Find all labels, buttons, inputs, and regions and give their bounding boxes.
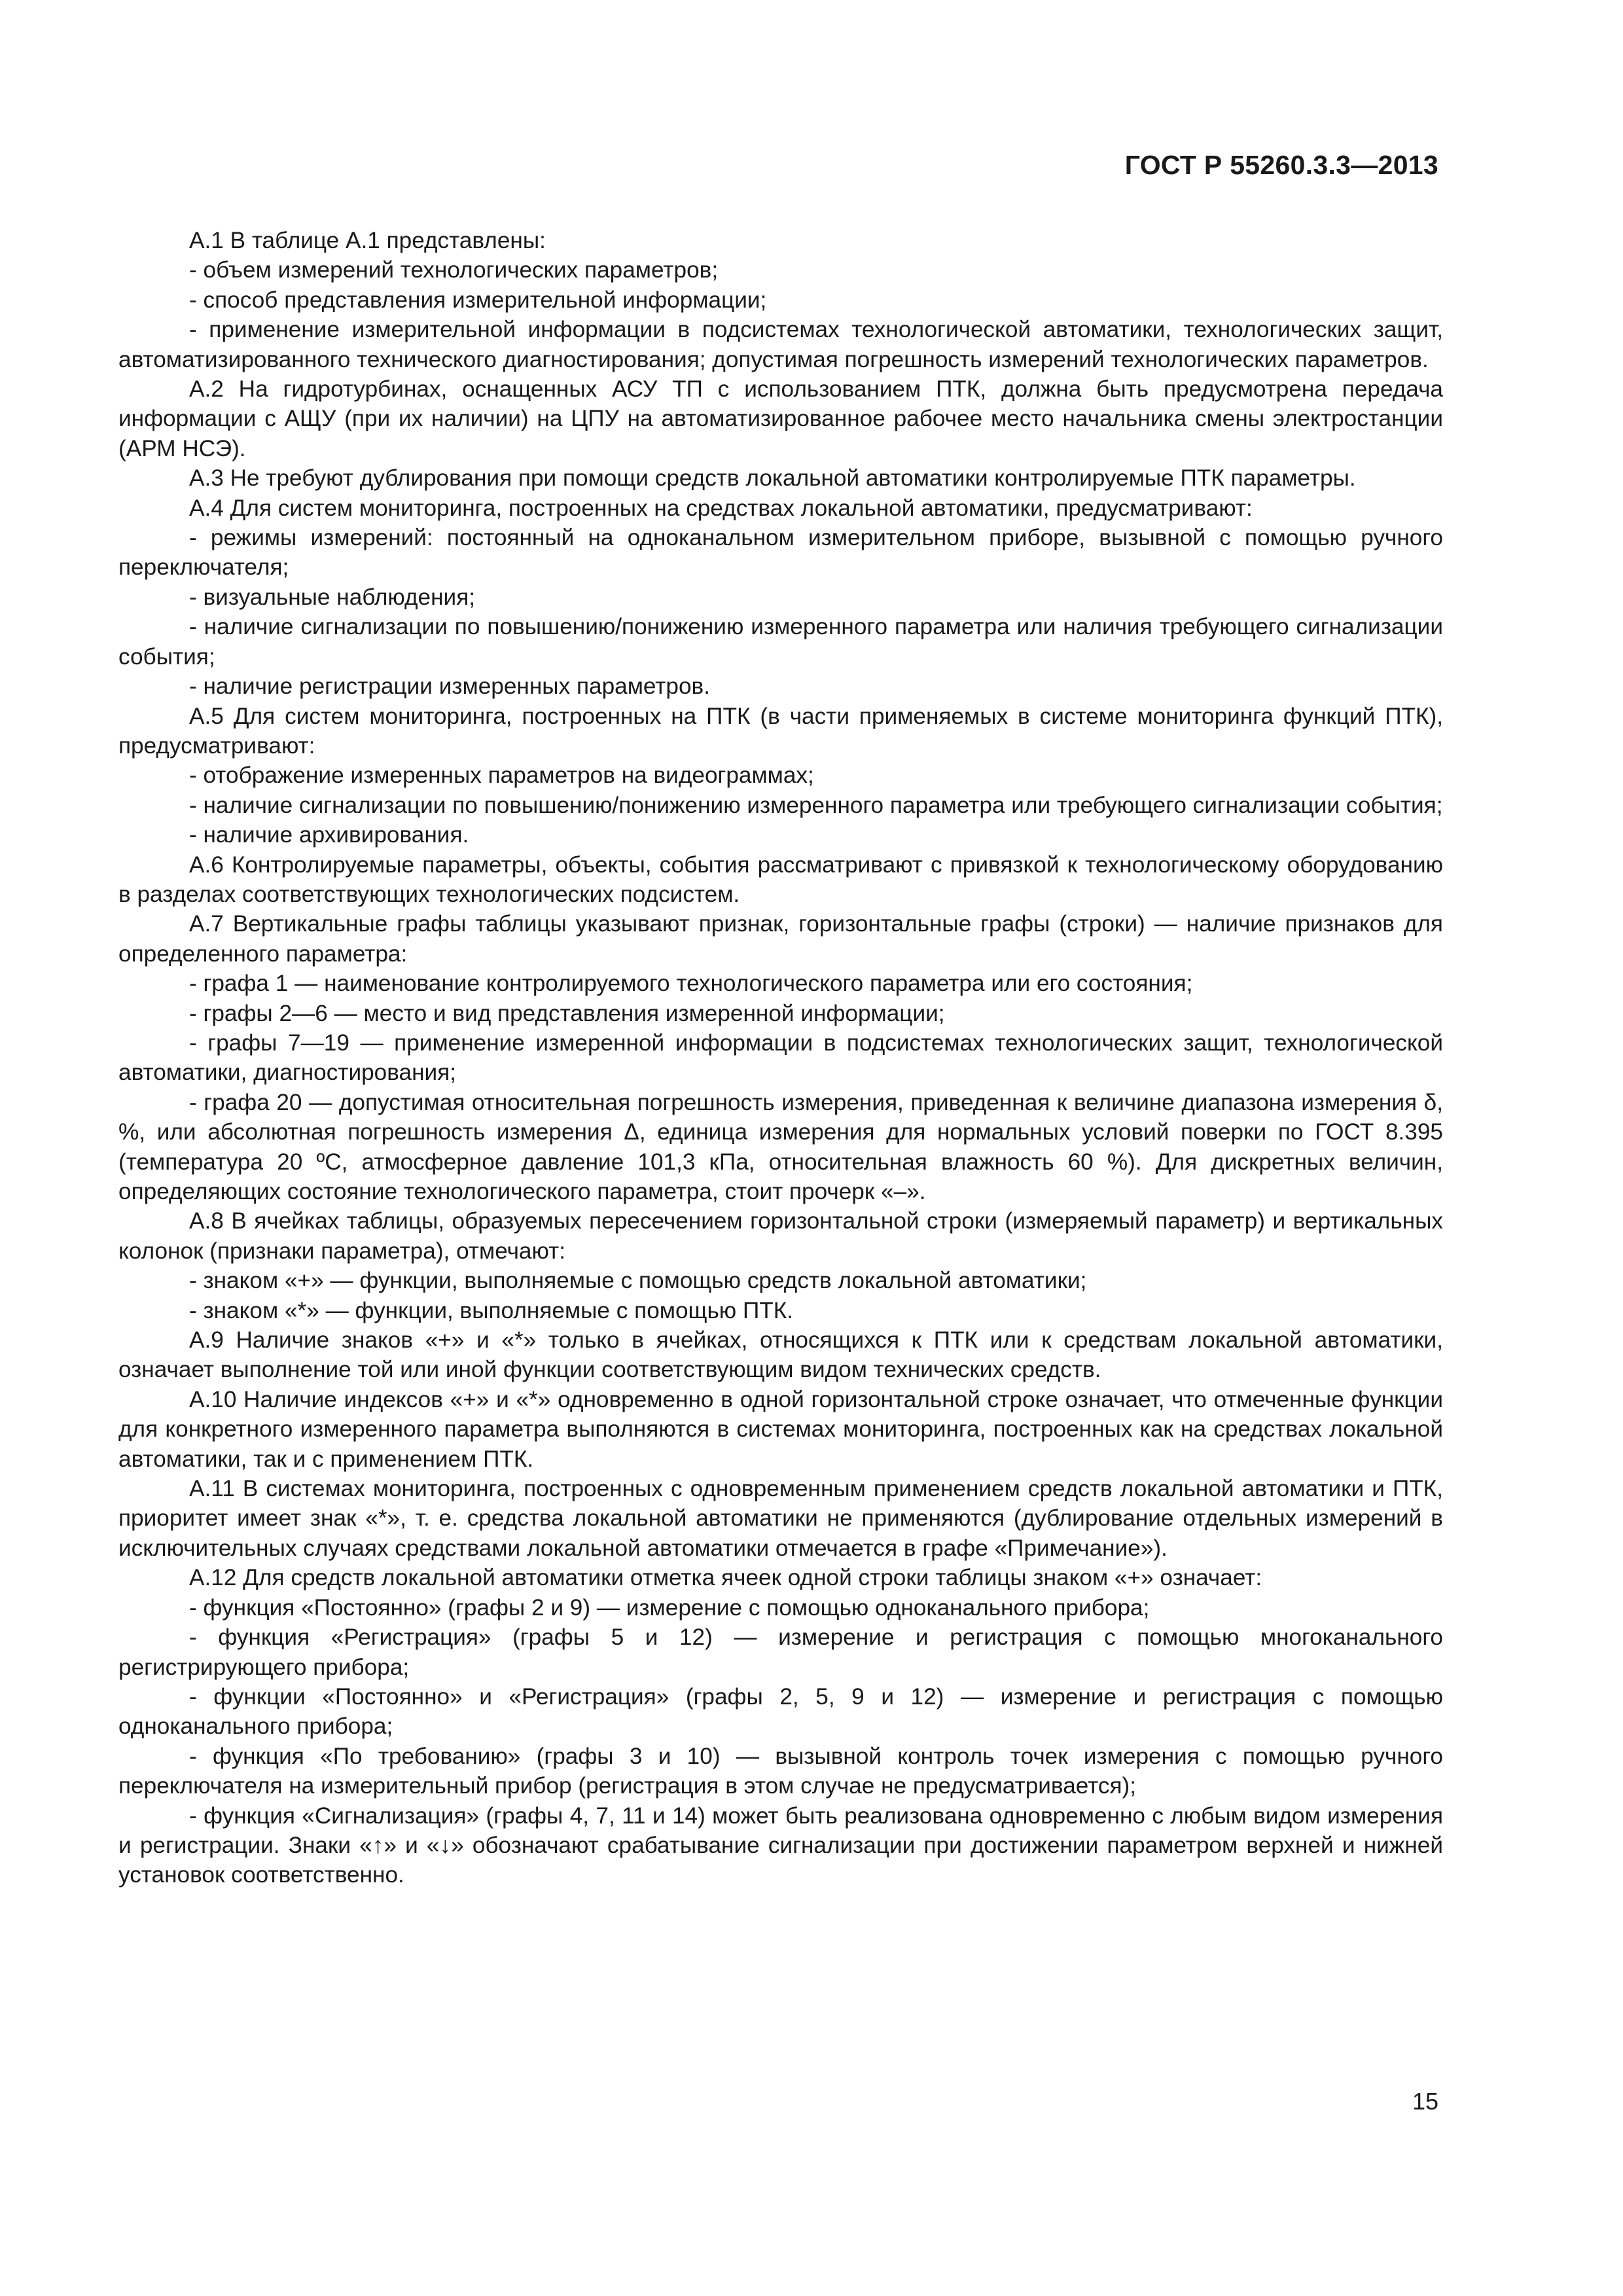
paragraph: - визуальные наблюдения; [189, 584, 476, 610]
paragraph: - применение измерительной информации в подсистемах технологической автоматики, технологических защит, автоматизированного технического диагностирования; допустимая погрешность измерений технологических параметров. [118, 317, 1443, 372]
paragraph: - графа 20 — допустимая относительная погрешность измерения, приведенная к величине диапазона измерения δ, %, или абсолютная погрешность измерения Δ, единица измерения для нормальных условий поверки по ГОСТ 8.395 (температура 20 ºС, атмосферное давление 101,3 кПа, относительная влажность 60 %). Для дискретных величин, определяющих состояние технологического параметра, стоит прочерк «–». [118, 1089, 1443, 1204]
paragraph: - наличие архивирования. [189, 822, 469, 848]
paragraph: - графы 7—19 — применение измеренной информации в подсистемах технологических защит, технологической автоматики, диагностирования; [118, 1030, 1443, 1086]
paragraph: А.2 На гидротурбинах, оснащенных АСУ ТП с использованием ПТК, должна быть предусмотрена передача информации с АЩУ (при их наличии) на ЦПУ на автоматизированное рабочее место начальника смены электростанции (АРМ НСЭ). [118, 376, 1443, 461]
paragraph: - функция «Сигнализация» (графы 4, 7, 11 и 14) может быть реализована одновременно с любым видом измерения и регистрации. Знаки «↑» и «↓» обозначают срабатывание сигнализации при достижении параметром верхней и нижней установок соответственно. [118, 1803, 1443, 1888]
paragraph: - наличие регистрации измеренных параметров. [189, 673, 711, 700]
paragraph: А.1 В таблице А.1 представлены: [189, 228, 546, 253]
paragraph: - отображение измеренных параметров на видеограммах; [189, 762, 814, 789]
paragraph: А.6 Контролируемые параметры, объекты, события рассматривают с привязкой к технологическому оборудованию в разделах соответствующих технологических подсистем. [118, 852, 1443, 907]
paragraph: А.10 Наличие индексов «+» и «*» одновременно в одной горизонтальной строке означает, что отмеченные функции для конкретного измеренного параметра выполняются в системах мониторинга, построенных как на средствах локальной автоматики, так и с применением ПТК. [118, 1386, 1443, 1472]
paragraph: А.8 В ячейках таблицы, образуемых пересечением горизонтальной строки (измеряемый параметр) и вертикальных колонок (признаки параметра), отмечают: [118, 1208, 1443, 1264]
document-header-standard-number: ГОСТ Р 55260.3.3—2013 [1124, 150, 1438, 180]
paragraph: - знаком «+» — функции, выполняемые с помощью средств локальной автоматики; [189, 1268, 1087, 1294]
paragraph: - объем измерений технологических параметров; [189, 257, 719, 283]
page-number: 15 [1412, 2088, 1438, 2115]
paragraph: - наличие сигнализации по повышению/понижению измеренного параметра или наличия требующего сигнализации события; [118, 614, 1443, 670]
paragraph: - знаком «*» — функции, выполняемые с помощью ПТК. [189, 1297, 794, 1323]
paragraph: - наличие сигнализации по повышению/понижению измеренного параметра или требующего сигнализации события; [189, 792, 1443, 818]
paragraph: А.7 Вертикальные графы таблицы указывают признак, горизонтальные графы (строки) — наличие признаков для определенного параметра: [118, 911, 1443, 967]
paragraph: А.12 Для средств локальной автоматики отметка ячеек одной строки таблицы знаком «+» означает: [189, 1565, 1262, 1591]
paragraph: А.4 Для систем мониторинга, построенных на средствах локальной автоматики, предусматривают: [189, 495, 1253, 521]
paragraph: - функция «Постоянно» (графы 2 и 9) — измерение с помощью одноканального прибора; [189, 1594, 1150, 1621]
paragraph: А.5 Для систем мониторинга, построенных на ПТК (в части применяемых в системе мониторинга функций ПТК), предусматривают: [118, 703, 1443, 759]
paragraph: - функция «По требованию» (графы 3 и 10) — вызывной контроль точек измерения с помощью ручного переключателя на измерительный прибор (регистрация в этом случае не предусматривается); [118, 1743, 1443, 1799]
paragraph: - функция «Регистрация» (графы 5 и 12) — измерение и регистрация с помощью многоканального регистрирующего прибора; [118, 1624, 1443, 1680]
document-body [118, 226, 1443, 1890]
paragraph: - режимы измерений: постоянный на одноканальном измерительном приборе, вызывной с помощью ручного переключателя; [118, 525, 1443, 581]
paragraph: - графы 2—6 — место и вид представления измеренной информации; [189, 1000, 945, 1026]
paragraph: А.3 Не требуют дублирования при помощи средств локальной автоматики контролируемые ПТК параметры. [189, 465, 1356, 492]
paragraph: А.11 В системах мониторинга, построенных с одновременным применением средств локальной автоматики и ПТК, приоритет имеет знак «*», т. е. средства локальной автоматики не применяются (дублирование отдельных измерений в исключительных случаях средствами локальной автоматики отмечается в графе «Примечание»). [118, 1476, 1443, 1561]
paragraph: - функции «Постоянно» и «Регистрация» (графы 2, 5, 9 и 12) — измерение и регистрация с помощью одноканального прибора; [118, 1683, 1443, 1740]
paragraph: - графа 1 — наименование контролируемого технологического параметра или его состояния; [189, 971, 1193, 997]
paragraph: - способ представления измерительной информации; [189, 287, 767, 313]
paragraph: А.9 Наличие знаков «+» и «*» только в ячейках, относящихся к ПТК или к средствам локальной автоматики, означает выполнение той или иной функции соответствующим видом технических средств. [118, 1327, 1443, 1383]
